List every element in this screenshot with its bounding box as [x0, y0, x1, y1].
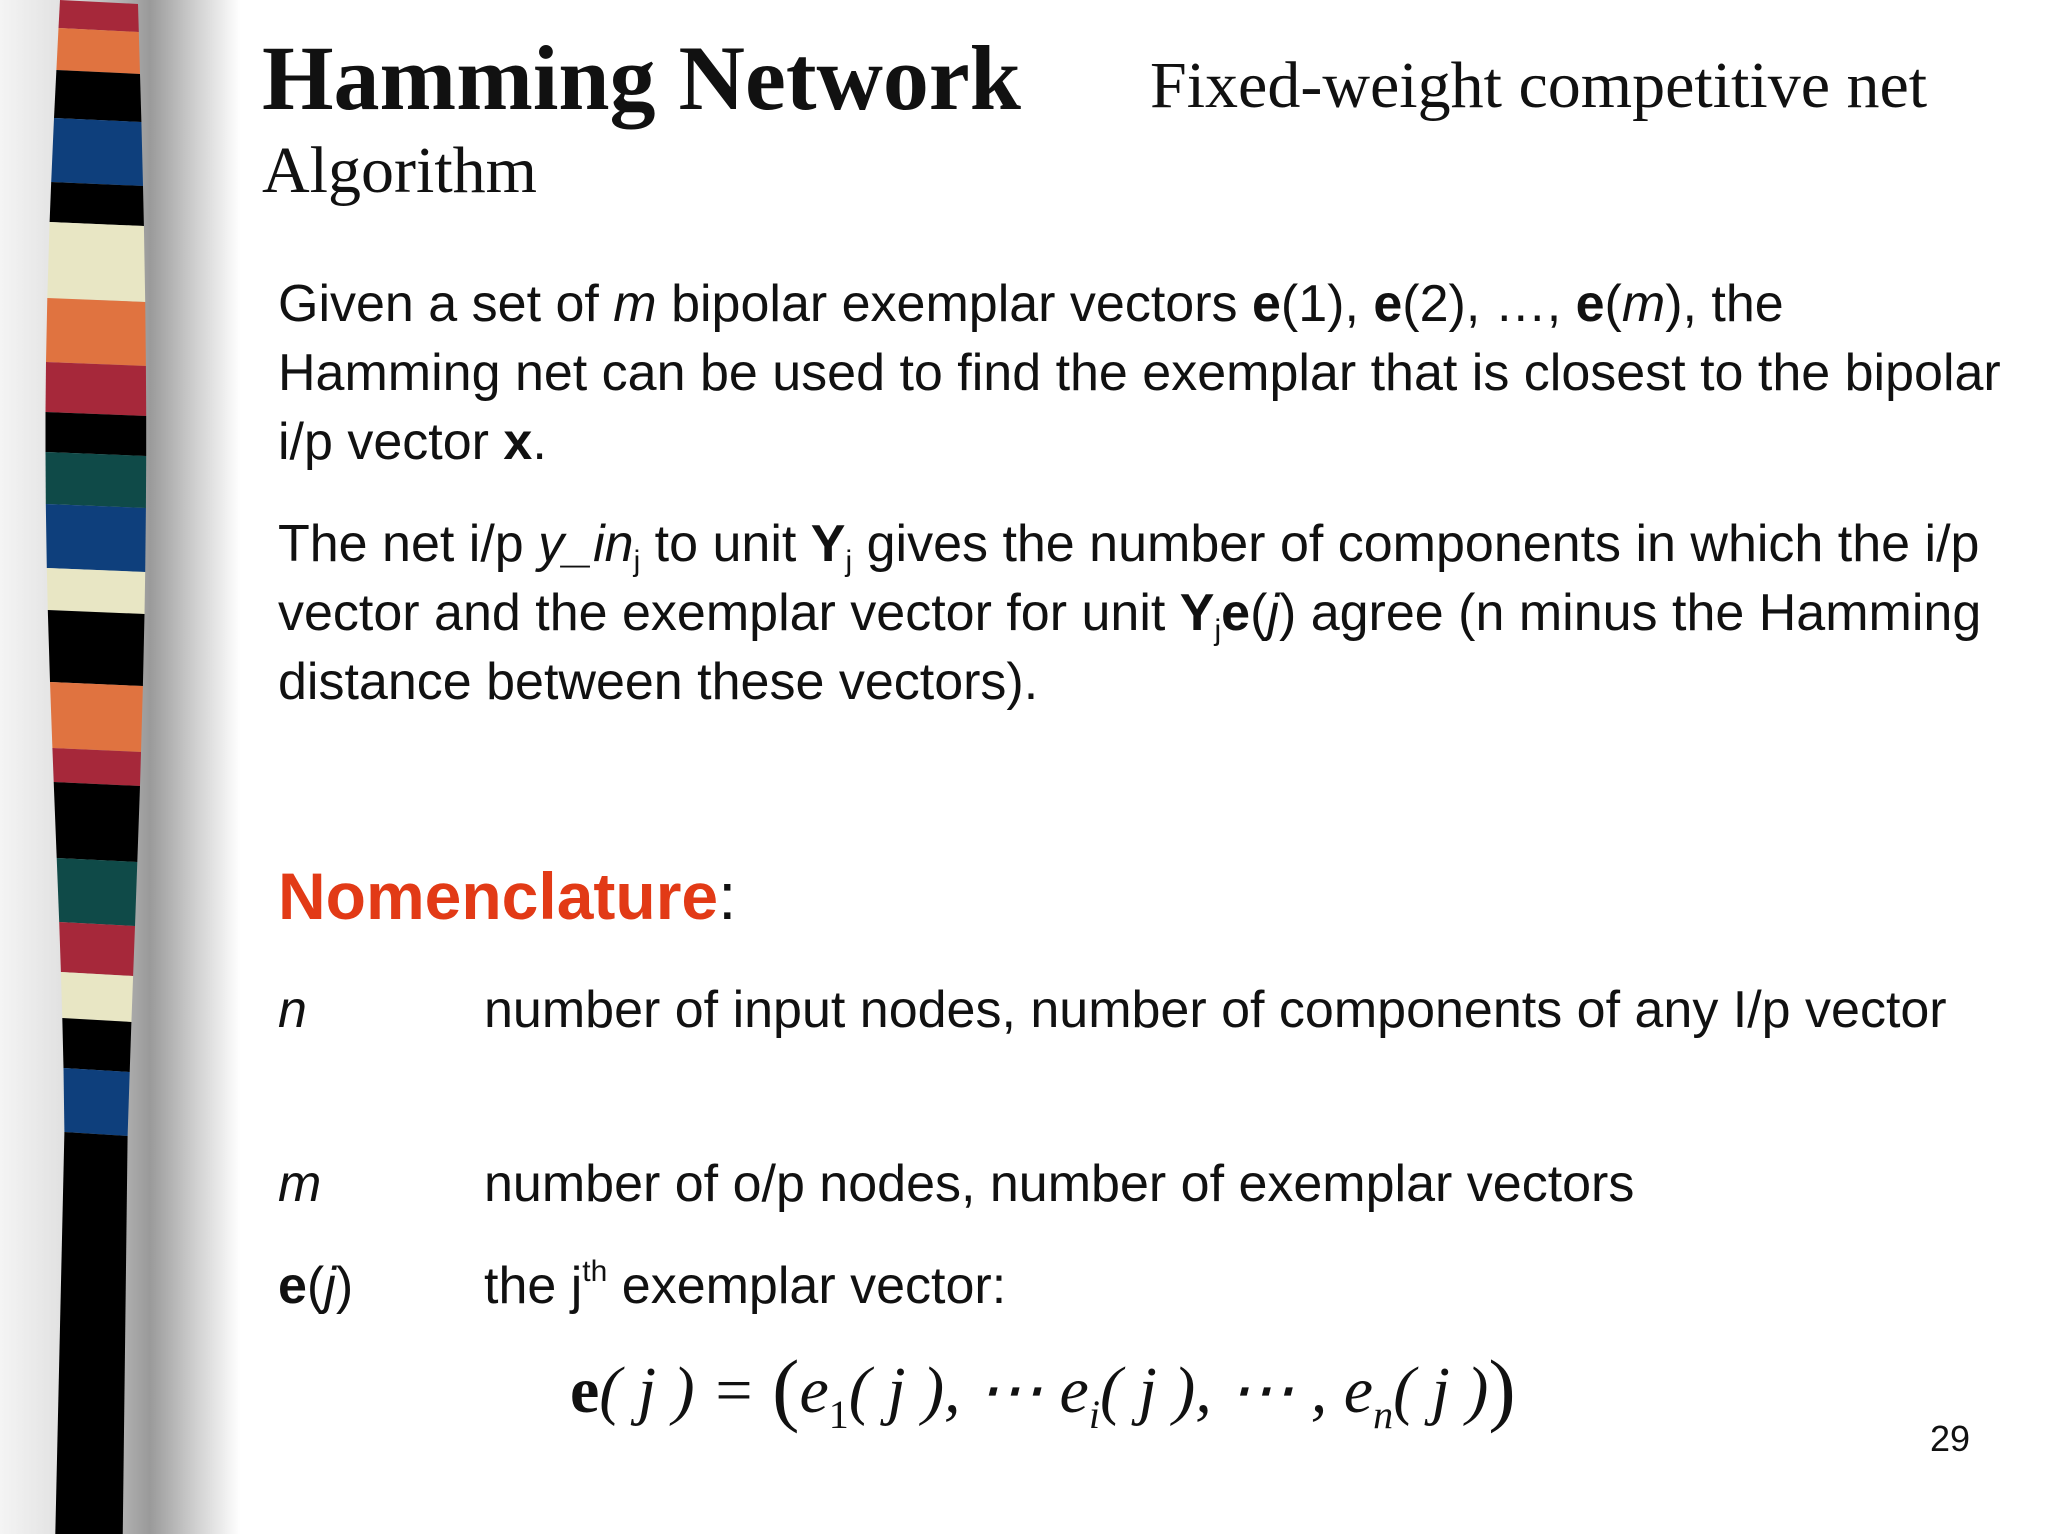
band-stripe [46, 298, 146, 366]
nomenclature-term: e(j) [278, 1257, 354, 1315]
band-stripe [59, 0, 139, 32]
band-stripe [46, 452, 147, 508]
band-stripe [52, 748, 141, 786]
nomenclature-definition: the $j^{th}$ exemplar vector: [484, 1255, 1007, 1315]
band-stripe [46, 362, 147, 416]
band-stripe [56, 28, 140, 74]
band-stripe [57, 858, 138, 926]
band-stripe [62, 1018, 131, 1072]
band-stripe [54, 782, 140, 862]
nomenclature-heading: Nomenclature: [278, 859, 737, 933]
nomenclature-term: n [278, 981, 307, 1039]
band-stripe [46, 412, 147, 456]
nomenclature-definition: number of input nodes, number of components of any I/p vector [484, 981, 1947, 1039]
nomenclature-term: m [278, 1155, 322, 1213]
exemplar-vector-formula: e( j ) = ($e_1$( j ), ⋯ $e_i$( j ), ⋯ , $e_n$( j )) [570, 1343, 1516, 1437]
band-stripe [54, 70, 141, 122]
band-stripe [47, 222, 145, 302]
band-stripe [51, 118, 143, 186]
band-stripe [59, 922, 135, 976]
slide-subtitle-right: Fixed-weight competitive net [1150, 49, 1928, 122]
paragraph-net-input-description: The net i/p $y\_in_j$ to unit $Y_j$ gives the number of components in which the i/p vector and the exemplar vector for unit $Y_je(j)$ agree (n minus the Hamming distance between these vectors). [278, 515, 1982, 711]
left-decorative-stripe-band [0, 0, 240, 1534]
band-stripe [47, 568, 145, 614]
nomenclature-definition: number of o/p nodes, number of exemplar vectors [484, 1155, 1635, 1213]
slide-title: Hamming Network [262, 27, 1021, 129]
band-stripe [50, 182, 144, 226]
slide-subtitle: Algorithm [262, 134, 537, 207]
band-stripe [50, 682, 143, 752]
band-stripe [64, 1068, 130, 1136]
band-stripe [55, 1132, 127, 1534]
paragraph-exemplar-description: Given a set of m bipolar exemplar vectors e(1), e(2), …, e(m), the Hamming net can be used to find the exemplar that is closest to the bipolar i/p vector x. [278, 275, 2001, 471]
page-number: 29 [1930, 1418, 1971, 1459]
band-stripe [46, 504, 146, 572]
band-stripe [48, 610, 145, 686]
band-stripe [61, 972, 133, 1022]
